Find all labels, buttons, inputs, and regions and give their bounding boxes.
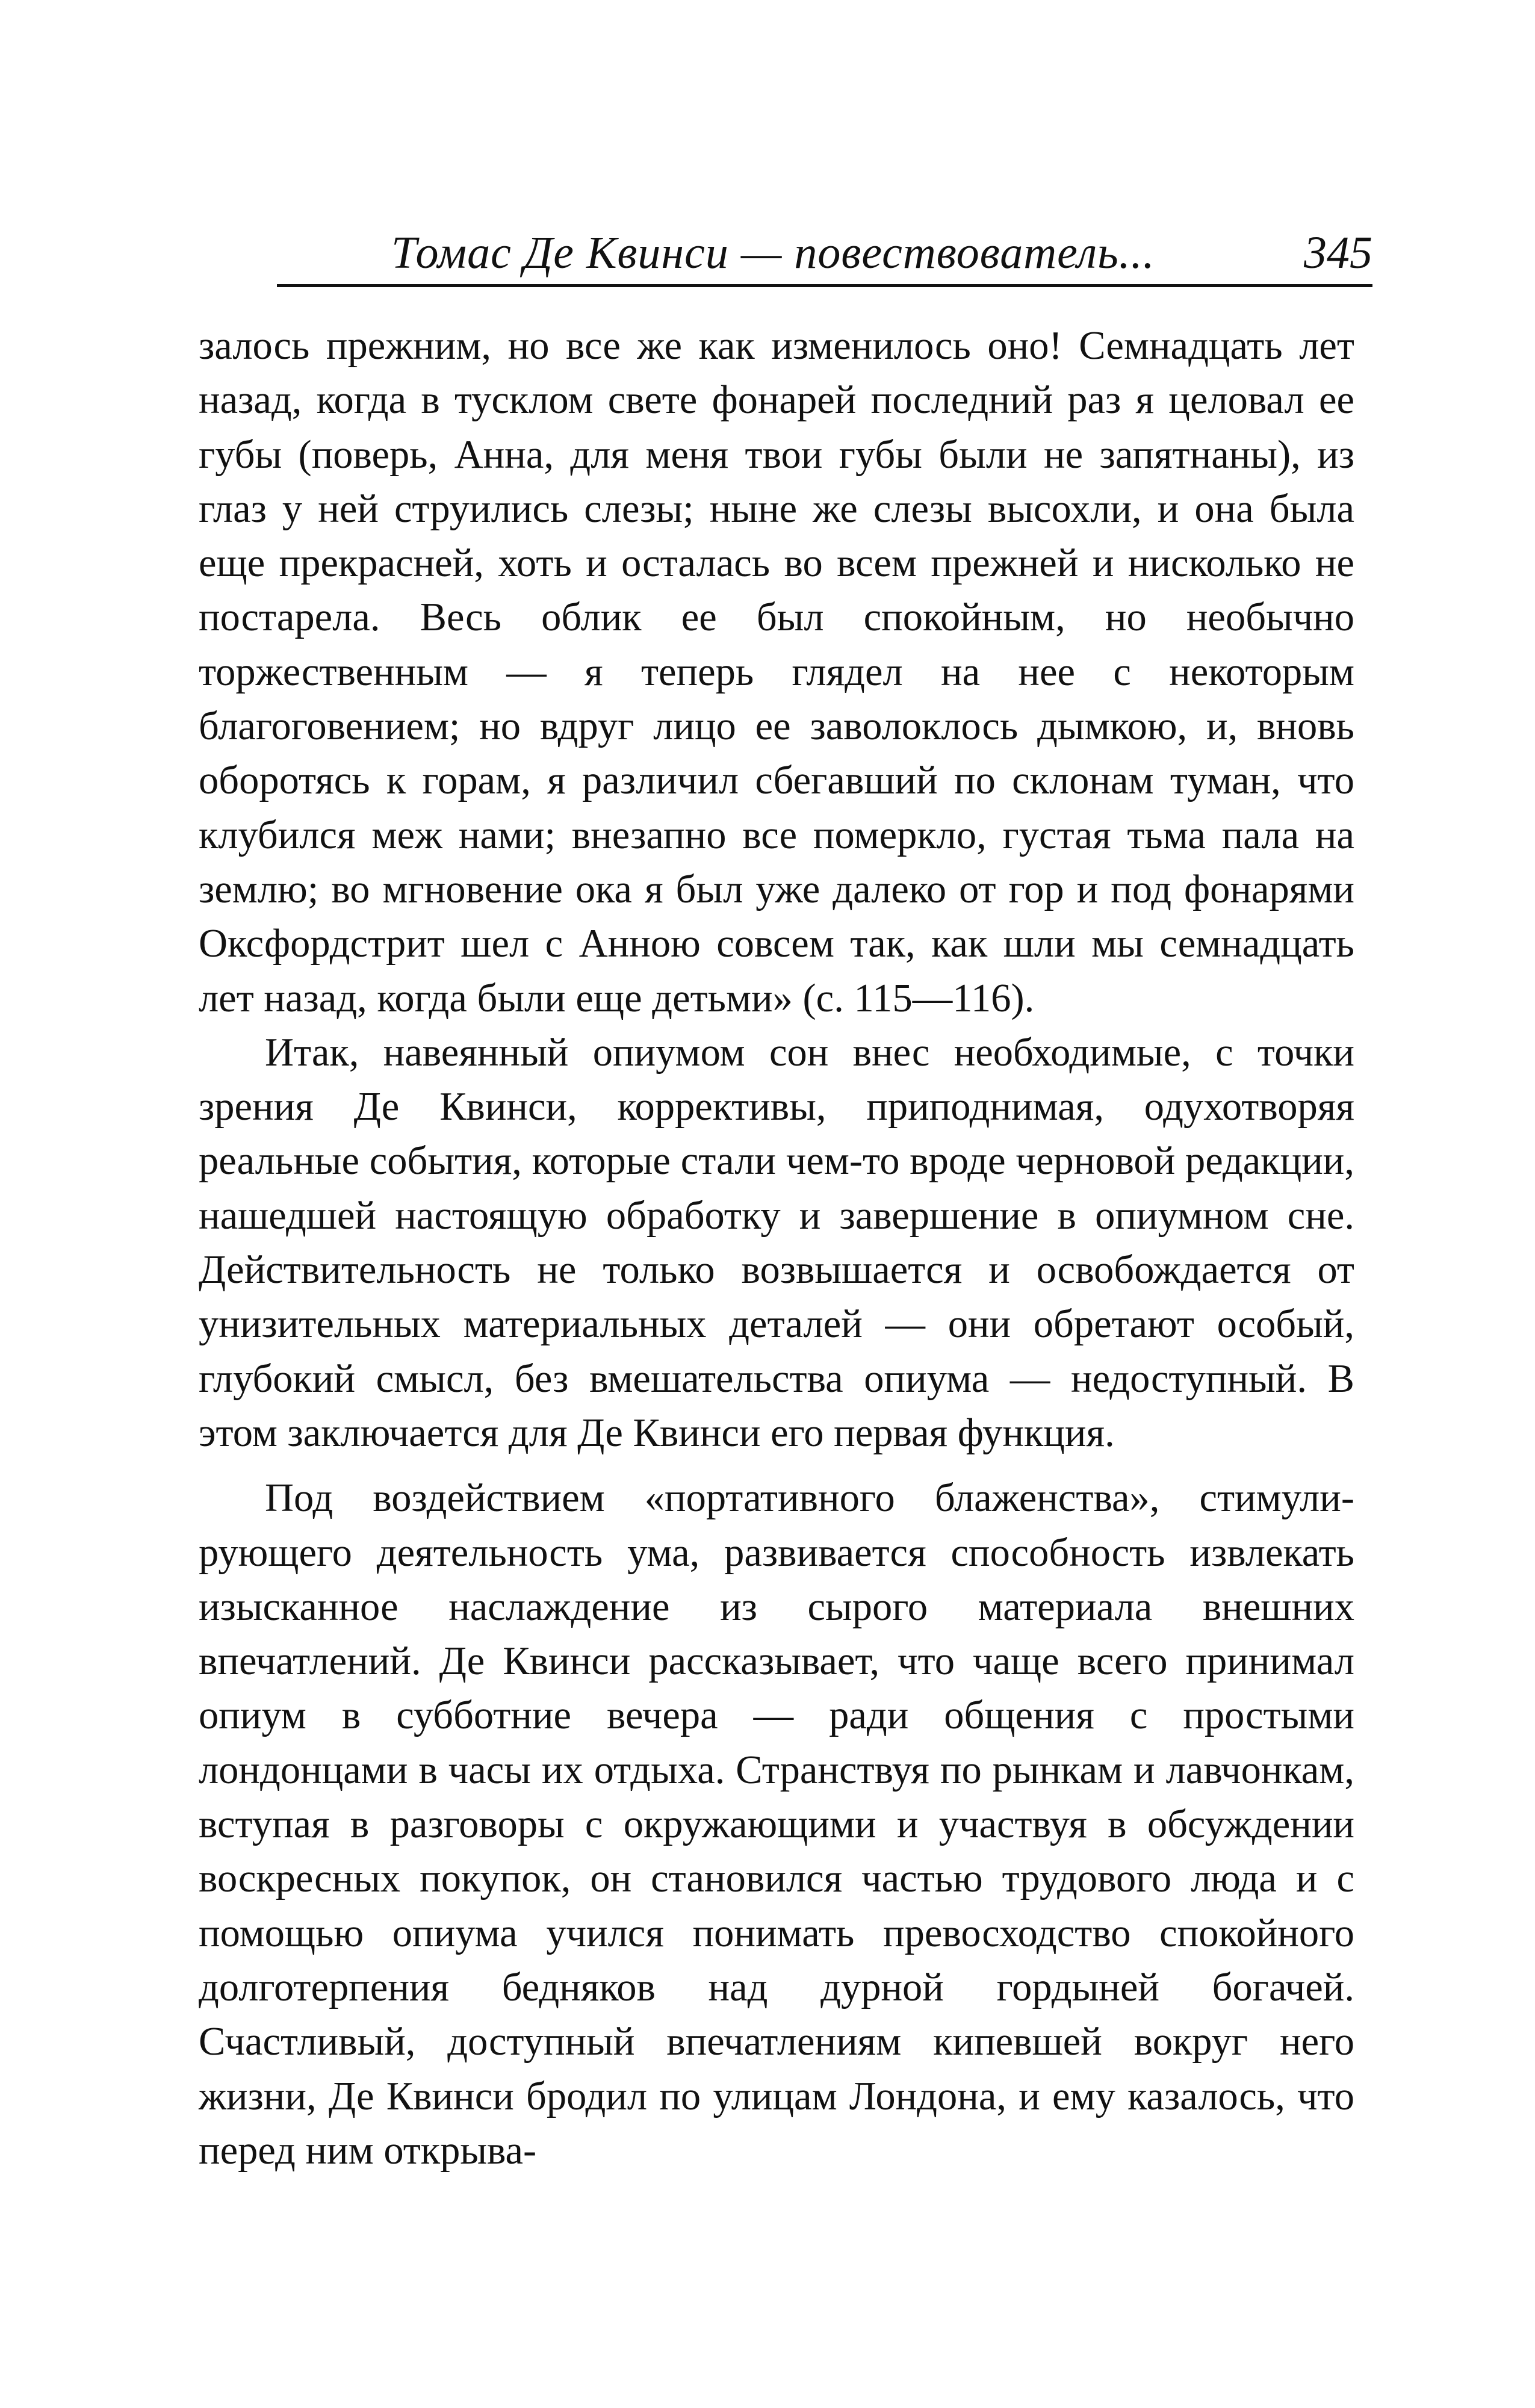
body-text: [199, 319, 1354, 2178]
paragraph: Итак, навеянный опиумом сон внес необходимые, с точки зрения Де Квинси, коррективы, приподнимая, одухотворяя реальные события, которые стали чем-то вроде черновой редакции, нашедшей настоящую обработку и завершение в опиумном сне. Действительность не только возвышается и освобождается от унизительных материальных деталей — они обретают особый, глубокий смысл, без вмешательства опиума — недоступный. В этом заключается для Де Квинси его первая функция.: [199, 1030, 1354, 1455]
page-number: 345: [1304, 228, 1372, 278]
running-header: [277, 223, 1372, 283]
running-title: Томас Де Квинси — повествователь...: [391, 228, 1155, 278]
paragraph-continued: залось прежним, но все же как изменилось оно! Семнадцать лет назад, когда в тусклом свете фонарей последний раз я целовал ее губы (поверь, Анна, для меня твои губы были не запятнаны), из глаз у ней струились слезы; ныне же слезы высохли, и она была еще прекрасней, хоть и осталась во всем прежней и нисколько не постарела. Весь облик ее был спокойным, но необычно торжественным — я теперь глядел на нее с некоторым благоговением; но вдруг лицо ее заволоклось дымкою, и, вновь оборотясь к горам, я различил сбегавший по склонам туман, что клубился меж нами; внезапно все померкло, густая тьма пала на землю; во мгновение ока я был уже далеко от гор и под фонарями Оксфордстрит шел с Анною совсем так, как шли мы семнадцать лет назад, когда были еще детьми» (с. 115—116).: [199, 324, 1354, 1020]
paragraph: Под воздействием «портативного блаженства», стимулирующего деятельность ума, развивается способность извлекать изысканное наслаждение из сырого материала внешних впечатлений. Де Квинси рассказывает, что чаще всего принимал опиум в субботние вечера — ради общения с простыми лондонцами в часы их отдыха. Странствуя по рынкам и лавчонкам, вступая в разговоры с окружающими и участвуя в обсуждении воскресных покупок, он становился частью трудового люда и с помощью опиума учился понимать превосходство спокойного долготерпения бедняков над дурной гордыней богачей. Счастливый, доступный впечатлениям кипевшей вокруг него жизни, Де Квинси бродил по улицам Лондона, и ему казалось, что перед ним открыва-: [199, 1476, 1354, 2173]
header-rule: [277, 284, 1372, 287]
